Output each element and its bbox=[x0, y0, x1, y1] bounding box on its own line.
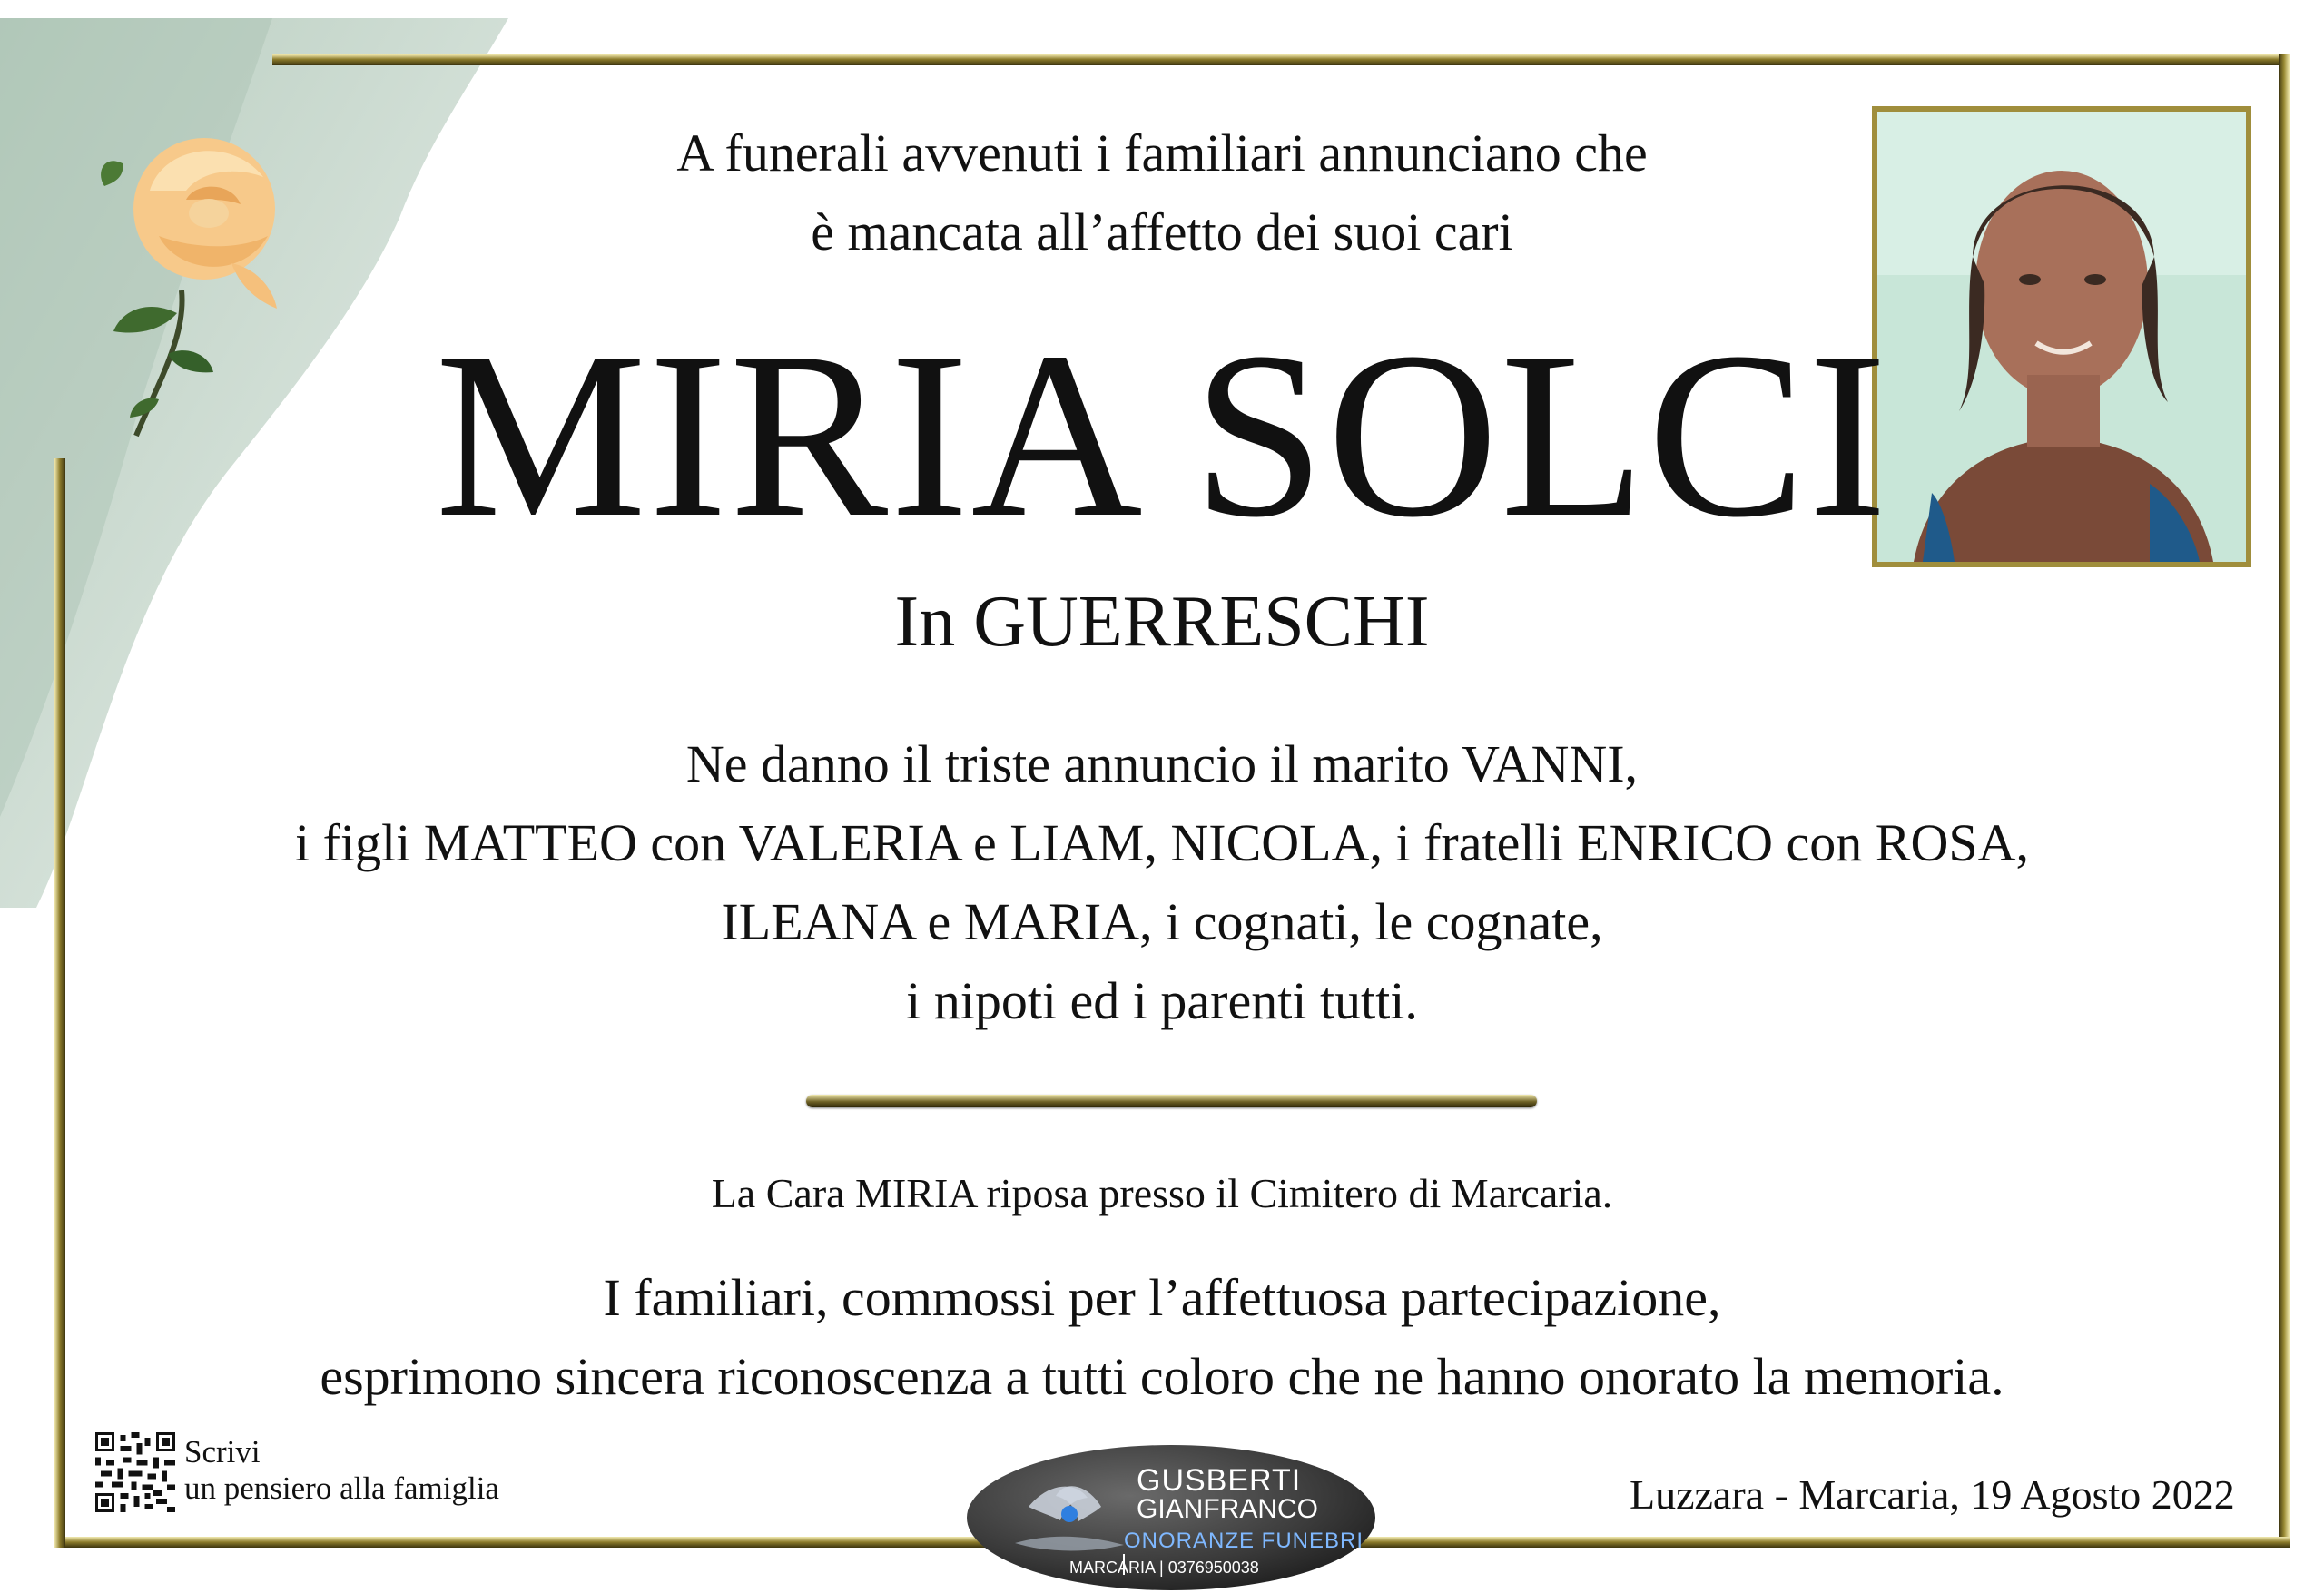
burial-note: La Cara MIRIA riposa presso il Cimitero di Marcaria. bbox=[711, 1170, 1613, 1216]
family-line-3: ILEANA e MARIA, i cognati, le cognate, bbox=[721, 892, 1603, 951]
thanks-line-2: esprimono sincera riconoscenza a tutti coloro che ne hanno onorato la memoria. bbox=[320, 1347, 2004, 1406]
logo-contact: MARCARIA | 0376950038 bbox=[1069, 1559, 1259, 1577]
qr-caption-line-2: un pensiero alla famiglia bbox=[184, 1470, 499, 1506]
qr-caption bbox=[184, 1434, 499, 1507]
intro-line-2: è mancata all’affetto dei suoi cari bbox=[811, 202, 1513, 261]
family-line-4: i nipoti ed i parenti tutti. bbox=[906, 971, 1418, 1030]
family-line-2: i figli MATTEO con VALERIA e LIAM, NICOLA, i fratelli ENRICO con ROSA, bbox=[294, 813, 2030, 872]
logo-name-line-1: GUSBERTI bbox=[1137, 1463, 1302, 1498]
logo-tagline: ONORANZE FUNEBRI bbox=[1124, 1529, 1364, 1553]
married-name: In GUERRESCHI bbox=[894, 582, 1430, 662]
thanks-line-1: I familiari, commossi per l’affettuosa partecipazione, bbox=[603, 1268, 1721, 1327]
family-line-1: Ne danno il triste annuncio il marito VANNI, bbox=[685, 734, 1639, 793]
frame-top-border bbox=[272, 54, 2290, 65]
intro-line-1: A funerali avvenuti i familiari annunciano che bbox=[676, 123, 1648, 182]
deceased-name: MIRIA SOLCI bbox=[435, 303, 1889, 566]
place-date: Luzzara - Marcaria, 19 Agosto 2022 bbox=[1630, 1471, 2235, 1518]
gold-divider bbox=[806, 1095, 1537, 1107]
logo-name-line-2: GIANFRANCO bbox=[1137, 1494, 1319, 1524]
qr-code-icon[interactable] bbox=[95, 1432, 175, 1512]
qr-caption-line-1: Scrivi bbox=[184, 1434, 261, 1470]
